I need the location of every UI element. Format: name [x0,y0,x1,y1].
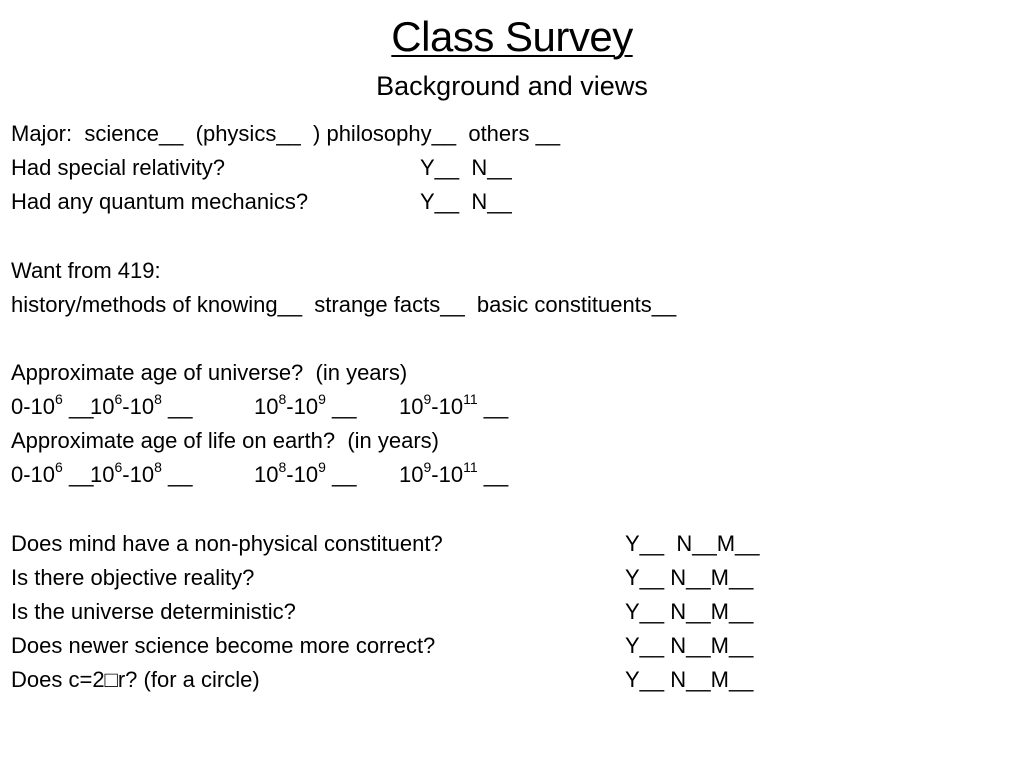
view-answer: Y__ N__M__ [625,667,754,692]
view-line [11,663,811,697]
age-life-range-4: $10^9-10^{11}$ __ [399,458,509,487]
view-question: Is there objective reality? [11,565,255,590]
relativity-answer: Y__ N__ [420,155,512,180]
quantum-answer: Y__ N__ [420,189,512,214]
want-label-line [11,254,161,288]
age-life-range-2: $10^6-10^8$ __ [90,458,193,487]
view-answer: Y__ N__M__ [625,599,754,624]
age-life-range-3: $10^8-10^9$ __ [254,458,357,487]
relativity-line [11,151,571,185]
age-life-question: Approximate age of life on earth? (in years) [11,428,440,453]
age-universe-ranges [11,390,571,424]
view-question: Is the universe deterministic? [11,599,296,624]
view-answer: Y__ N__M__ [625,565,754,590]
view-line [11,629,811,663]
page-subtitle: Background and views [376,71,648,101]
age-universe-range-4: $10^9-10^{11}$ __ [399,390,509,419]
major-text: Major: science__ (physics__ ) philosophy__ others __ [11,121,561,146]
view-line [11,561,811,595]
age-universe-range-2: $10^6-10^8$ __ [90,390,193,419]
page-title: Class Survey [391,13,633,60]
view-question: Does mind have a non-physical constituent? [11,531,443,556]
view-answer: Y__ N__M__ [625,633,754,658]
age-universe-question-line [11,356,407,390]
age-life-question-line [11,424,439,458]
view-answer: Y__ N__M__ [625,531,760,556]
view-question: Does c=2□r? (for a circle) [11,667,260,692]
age-life-range-1: $0-10^6$ __ [11,458,94,487]
want-options-line [11,288,676,322]
major-line [11,117,560,151]
quantum-line [11,185,571,219]
age-life-ranges [11,458,571,492]
age-universe-range-3: $10^8-10^9$ __ [254,390,357,419]
view-line [11,595,811,629]
view-line [11,527,811,561]
relativity-question: Had special relativity? [11,155,225,180]
view-question: Does newer science become more correct? [11,633,436,658]
age-universe-question: Approximate age of universe? (in years) [11,360,408,385]
age-universe-range-1: $0-10^6$ __ [11,390,94,419]
want-label: Want from 419: [11,258,161,283]
quantum-question: Had any quantum mechanics? [11,189,309,214]
want-options: history/methods of knowing__ strange facts__ basic constituents__ [11,292,677,317]
